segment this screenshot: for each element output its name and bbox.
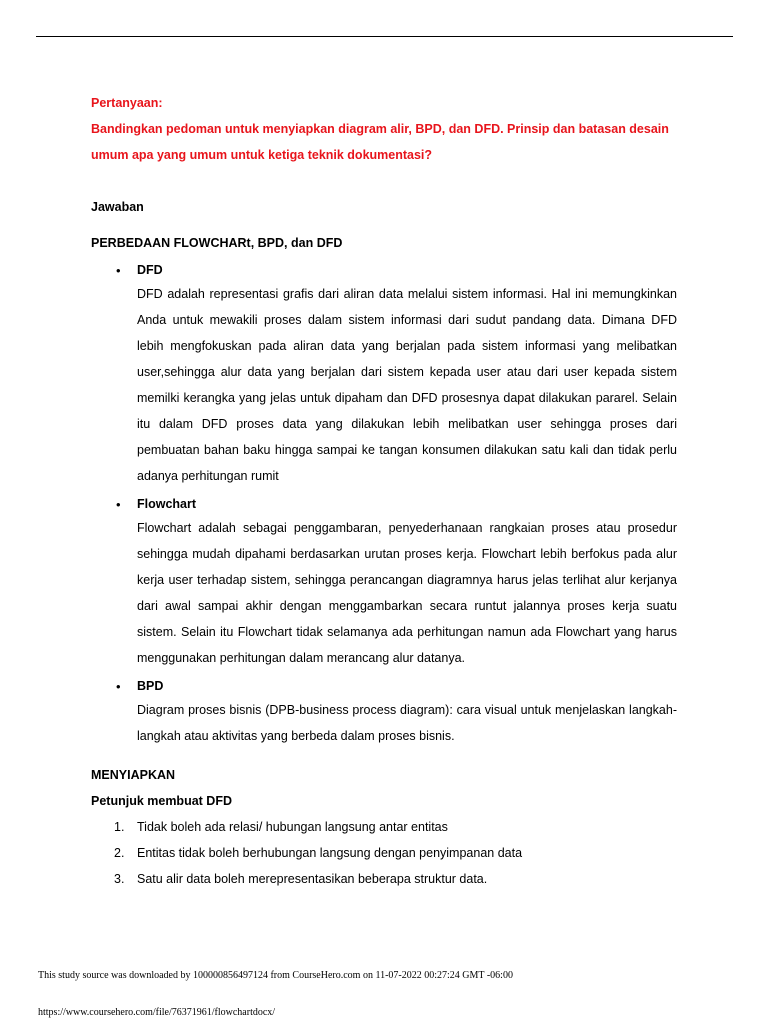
bullet-icon: • (116, 263, 121, 278)
body-line: pembuatan bahan baku hingga sampai ke tangan konsumen dilakukan satu kali dan tidak perlu (137, 443, 677, 457)
item-body-bpd (137, 697, 677, 749)
bullet-icon: • (116, 679, 121, 694)
body-line: Diagram proses bisnis (DPB-business process diagram): cara visual untuk menjelaskan langkah- (137, 703, 677, 717)
question-line-1: Bandingkan pedoman untuk menyiapkan diagram alir, BPD, dan DFD. Prinsip dan batasan desain (91, 122, 669, 136)
section-title-prepare: MENYIAPKAN (91, 768, 176, 782)
body-line: langkah atau aktivitas yang berbeda dalam proses bisnis. (137, 729, 455, 743)
body-line: sistem. Selain itu Flowchart tidak selamanya ada perhitungan namun ada Flowchart yang harus (137, 625, 677, 639)
body-line: adanya perhitungan rumit (137, 469, 279, 483)
list-number: 3. (114, 872, 125, 886)
bullet-icon: • (116, 497, 121, 512)
question-label: Pertanyaan: (91, 96, 163, 110)
item-body-flowchart (137, 515, 677, 671)
footer-url-link[interactable]: https://www.coursehero.com/file/76371961/flowchartdocx/ (38, 1007, 276, 1018)
body-line: kerja user terhadap sistem, sehingga perancangan diagramnya harus jelas terlihat alur kerjanya (137, 573, 677, 587)
item-title-dfd: DFD (137, 263, 163, 277)
list-item: Satu alir data boleh merepresentasikan beberapa struktur data. (137, 872, 488, 886)
item-body-dfd (137, 281, 677, 489)
list-item: Tidak boleh ada relasi/ hubungan langsung antar entitas (137, 820, 448, 834)
body-line: user,sehingga alur data yang berjalan dari sistem kepada user atau dari user kepada sistem (137, 365, 677, 379)
body-line: itu dalam DFD proses data yang dilakukan lebih melibatkan user sehingga proses dari (137, 417, 677, 431)
body-line: Flowchart adalah sebagai penggambaran, penyederhanaan rangkaian proses atau prosedur (137, 521, 677, 535)
question-line-2: umum apa yang umum untuk ketiga teknik dokumentasi? (91, 148, 433, 162)
list-item: Entitas tidak boleh berhubungan langsung dengan penyimpanan data (137, 846, 523, 860)
item-title-bpd: BPD (137, 679, 164, 693)
header-rule (36, 36, 733, 37)
body-line: DFD adalah representasi grafis dari aliran data melalui sistem informasi. Hal ini memungkinkan (137, 287, 677, 301)
body-line: memilki kerangka yang jelas untuk dipaham dan DFD prosesnya dapat dilakukan pararel. Selain (137, 391, 677, 405)
body-line: dari awal sampai akhir dengan menggambarkan secara runtut jalannya proses kerja suatu (137, 599, 677, 613)
body-line: menggunakan perhitungan dalam merancang alur datanya. (137, 651, 466, 665)
list-number: 1. (114, 820, 125, 834)
section-subtitle-dfd-guide: Petunjuk membuat DFD (91, 794, 232, 808)
list-number: 2. (114, 846, 125, 860)
footer-download-notice: This study source was downloaded by 100000856497124 from CourseHero.com on 11-07-2022 00:27:24 GMT -06:00 (38, 970, 513, 981)
answer-label: Jawaban (91, 200, 144, 214)
body-line: lebih mengfokuskan pada aliran data yang berjalan pada sistem informasi yang melibatkan (137, 339, 677, 353)
body-line: Anda untuk mewakili proses dalam sistem informasi dari sudut pandang data. Dimana DFD (137, 313, 677, 327)
section-title-differences: PERBEDAAN FLOWCHARt, BPD, dan DFD (91, 236, 343, 250)
item-title-flowchart: Flowchart (137, 497, 197, 511)
body-line: sehingga mudah dipahami berdasarkan urutan proses kerja. Flowchart lebih berfokus pada alur (137, 547, 677, 561)
